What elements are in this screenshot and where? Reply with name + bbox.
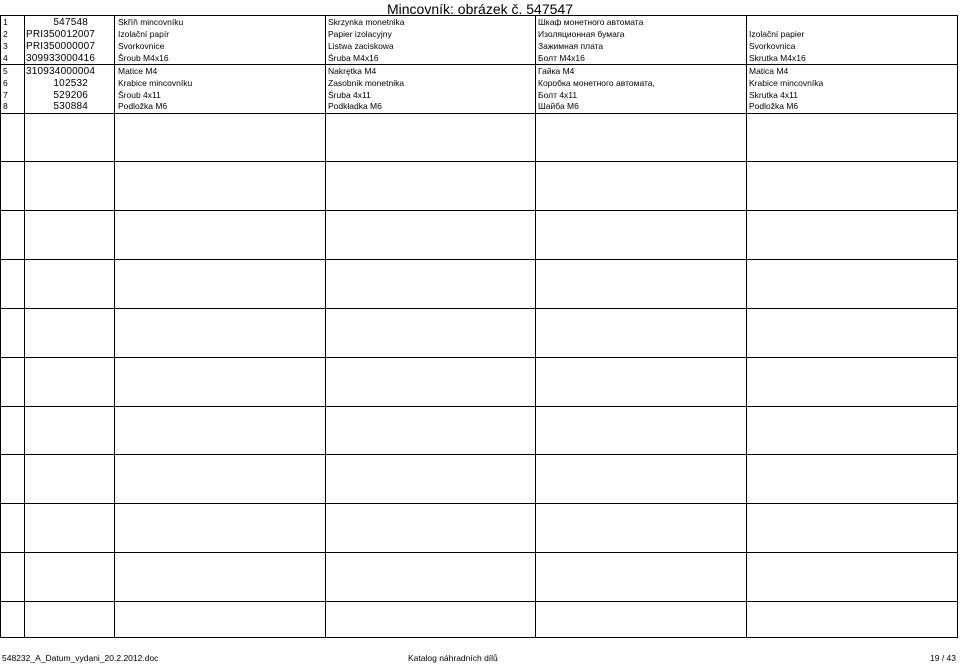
name-slovak: Izolační papier [749, 29, 805, 39]
part-code: PRI350012007 [26, 29, 96, 40]
row-number: 6 [3, 78, 8, 88]
part-code: 102532 [53, 78, 88, 89]
table-row [0, 17, 958, 28]
table-row [0, 29, 958, 40]
table-row [0, 66, 958, 77]
name-polish: Zasobnik monetnika [328, 78, 405, 88]
name-slovak: Matica M4 [749, 66, 789, 76]
row-number: 7 [3, 90, 8, 100]
page-title: Mincovník: obrázek č. 547547 [387, 1, 573, 17]
table-row [0, 78, 958, 89]
name-polish: Skrzynka monetnika [328, 17, 405, 27]
footer-filename: 548232_A_Datum_vydani_20.2.2012.doc [2, 653, 159, 663]
row-divider [0, 503, 958, 504]
name-russian: Зажимная плата [538, 41, 604, 51]
name-czech: Krabice mincovníku [118, 78, 193, 88]
name-czech: Matice M4 [118, 66, 158, 76]
row-number: 5 [3, 66, 8, 76]
name-slovak: Skrutka 4x11 [749, 90, 798, 100]
row-divider [0, 64, 958, 65]
name-russian: Коробка монетного автомата, [538, 78, 655, 88]
row-divider [0, 161, 958, 162]
row-divider [0, 454, 958, 455]
row-divider [0, 210, 958, 211]
row-divider [0, 357, 958, 358]
name-russian: Болт M4x16 [538, 53, 585, 63]
name-slovak: Svorkovnica [749, 41, 796, 51]
name-polish: Listwa zaciskowa [328, 41, 394, 51]
name-czech: Izolační papír [118, 29, 170, 39]
footer-catalog-title: Katalog náhradních dílů [408, 653, 498, 663]
name-slovak [749, 17, 949, 28]
name-russian: Шкаф монетного автомата [538, 17, 644, 27]
name-czech: Podložka M6 [118, 101, 168, 111]
name-czech: Svorkovnice [118, 41, 165, 51]
name-czech: Šroub M4x16 [118, 53, 169, 63]
table-row [0, 53, 958, 64]
name-polish: Śruba M4x16 [328, 53, 379, 63]
row-divider [0, 308, 958, 309]
name-russian: Изоляционная бумага [538, 29, 625, 39]
table-row [0, 41, 958, 52]
name-russian: Гайка M4 [538, 66, 575, 76]
row-number: 8 [3, 101, 8, 111]
row-number: 3 [3, 41, 8, 51]
row-number: 2 [3, 29, 8, 39]
name-slovak: Krabice mincovníka [749, 78, 824, 88]
row-divider [0, 259, 958, 260]
table-row [0, 101, 958, 112]
name-slovak: Podložka M6 [749, 101, 799, 111]
row-number: 4 [3, 53, 8, 63]
name-polish: Śruba 4x11 [328, 90, 371, 100]
row-divider [0, 406, 958, 407]
name-slovak: Skrutka M4x16 [749, 53, 806, 63]
part-code: 529206 [53, 90, 88, 101]
table-row [0, 90, 958, 101]
name-czech: Skříň mincovníku [118, 17, 184, 27]
part-code: 530884 [53, 101, 88, 112]
row-divider [0, 601, 958, 602]
row-divider [0, 113, 958, 114]
name-polish: Nakrętka M4 [328, 66, 377, 76]
footer-page-number: 19 / 43 [930, 653, 956, 663]
name-polish: Papier izolacyjny [328, 29, 392, 39]
row-divider [0, 552, 958, 553]
name-russian: Болт 4x11 [538, 90, 578, 100]
name-czech: Šroub 4x11 [118, 90, 161, 100]
part-code: PRI350000007 [26, 41, 96, 52]
name-russian: Шайба M6 [538, 101, 579, 111]
part-code: 310934000004 [26, 66, 96, 77]
row-number: 1 [3, 17, 8, 27]
part-code: 547548 [53, 17, 88, 28]
name-polish: Podkładka M6 [328, 101, 382, 111]
part-code: 309933000416 [26, 53, 96, 64]
